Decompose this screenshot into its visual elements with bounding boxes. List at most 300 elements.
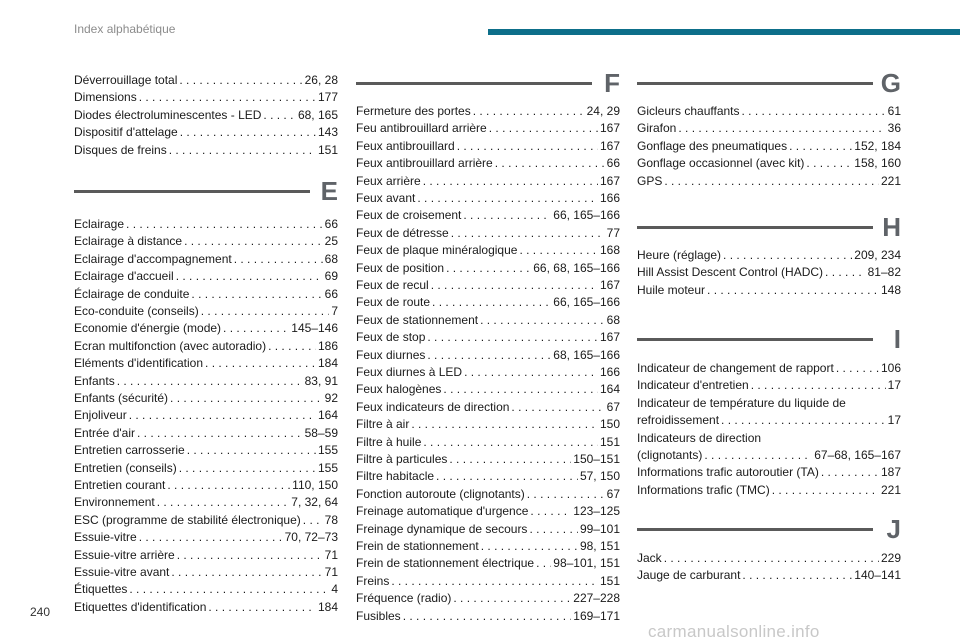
index-entry-term: Feux de stop xyxy=(356,330,426,345)
dot-leader xyxy=(184,233,323,250)
dot-leader xyxy=(129,407,316,424)
index-entry xyxy=(356,573,620,590)
index-entry-term: Fermeture des portes xyxy=(356,104,471,118)
index-entry-term: Ecran multifonction (avec autoradio) xyxy=(74,338,267,353)
index-entry xyxy=(356,468,620,485)
dot-leader xyxy=(519,242,598,259)
index-entry xyxy=(74,425,338,442)
dot-leader xyxy=(742,567,852,584)
index-entry-term: Feux halogènes xyxy=(356,382,442,397)
index-entry xyxy=(74,494,338,511)
section-letter: F xyxy=(604,68,620,98)
index-entry xyxy=(637,155,901,172)
dot-leader xyxy=(825,264,866,281)
index-entry-pages: 229 xyxy=(880,551,901,565)
dot-leader xyxy=(169,142,316,159)
index-entry-pages: 140–141 xyxy=(854,568,901,583)
index-entry-pages: 92 xyxy=(324,391,338,405)
index-entry-pages: 81–82 xyxy=(867,265,901,280)
dot-leader xyxy=(139,529,283,546)
index-entry xyxy=(74,216,338,233)
index-entry-term: Feux de stationnement xyxy=(356,312,479,327)
header-accent-bar xyxy=(488,29,960,35)
index-entry-pages: 123–125 xyxy=(573,504,620,519)
index-entry-pages: 68 xyxy=(606,312,620,327)
dot-leader xyxy=(529,521,578,538)
index-entry-term: Freinage automatique d'urgence xyxy=(356,504,529,519)
index-entry xyxy=(356,173,620,190)
index-entry-pages: 150 xyxy=(599,417,620,432)
index-entry-term: Feux de détresse xyxy=(356,225,449,240)
index-entry-pages: 168 xyxy=(599,243,620,258)
section-letter: J xyxy=(886,514,901,544)
index-entry-term: Diodes électroluminescentes - LED xyxy=(74,107,262,122)
section-letter: E xyxy=(320,176,338,206)
index-entry xyxy=(74,233,338,250)
dot-leader xyxy=(126,216,323,233)
index-entry-pages: 169–171 xyxy=(573,608,620,623)
section-rule xyxy=(637,528,873,531)
dot-leader xyxy=(678,120,885,137)
index-entry-term: refroidissement xyxy=(637,413,720,428)
index-entry-term: Essuie-vitre avant xyxy=(74,565,170,579)
index-entry-term: Entretien courant xyxy=(74,478,166,492)
index-entry xyxy=(74,338,338,355)
index-entry-term: Feux avant xyxy=(356,191,416,205)
index-entry xyxy=(74,599,338,616)
dot-leader xyxy=(821,464,879,481)
index-entry xyxy=(637,464,901,481)
dot-leader xyxy=(137,425,303,442)
index-entry xyxy=(356,277,620,294)
index-entry-pages: 66, 165–166 xyxy=(553,295,620,310)
dot-leader xyxy=(391,573,598,590)
page-number: 240 xyxy=(30,605,51,619)
index-entry-pages: 36 xyxy=(887,121,901,136)
index-entry-term: Freinage dynamique de secours xyxy=(356,521,528,536)
index-entry xyxy=(356,120,620,137)
index-entry xyxy=(637,377,901,394)
index-entry-pages: 145–146 xyxy=(291,321,338,336)
index-entry-pages: 155 xyxy=(317,460,338,475)
index-entry-pages: 158, 160 xyxy=(854,156,901,171)
index-entry-term: Fréquence (radio) xyxy=(356,591,452,606)
index-entry-pages: 166 xyxy=(599,191,620,205)
index-entry xyxy=(637,430,901,447)
index-entry xyxy=(356,364,620,381)
index-entry-term: Informations trafic autoroutier (TA) xyxy=(637,465,819,480)
dot-leader xyxy=(117,373,303,390)
index-entry-term: Indicateur de changement de rapport xyxy=(637,361,834,375)
index-entry-pages: 227–228 xyxy=(573,591,620,606)
dot-leader xyxy=(223,320,289,337)
dot-leader xyxy=(446,260,531,277)
dot-leader xyxy=(179,72,302,89)
dot-leader xyxy=(530,503,571,520)
index-entry-term: Dispositif d'attelage xyxy=(74,125,178,140)
index-entry-term: Fonction autoroute (clignotants) xyxy=(356,486,525,501)
index-entry xyxy=(74,407,338,424)
index-entry-pages: 110, 150 xyxy=(292,478,338,492)
dot-leader xyxy=(449,451,571,468)
index-entry-pages: 71 xyxy=(324,547,338,562)
index-entry xyxy=(637,550,901,567)
index-entry xyxy=(74,268,338,285)
index-entry-term: Entretien (conseils) xyxy=(74,460,177,475)
dot-leader xyxy=(664,550,879,567)
section-rule xyxy=(637,82,873,85)
index-entry-pages: 66, 165–166 xyxy=(553,208,620,223)
dot-leader xyxy=(527,486,605,503)
dot-leader xyxy=(427,329,598,346)
index-entry-pages: 167 xyxy=(599,138,620,153)
index-entry xyxy=(74,529,338,546)
index-entry-term: Jauge de carburant xyxy=(637,568,741,583)
dot-leader xyxy=(789,138,852,155)
index-entry-term: Dimensions xyxy=(74,90,137,105)
dot-leader xyxy=(403,608,572,625)
index-entry-pages: 68 xyxy=(324,251,338,266)
index-entry-term: Eclairage d'accueil xyxy=(74,269,174,284)
index-entry xyxy=(356,138,620,155)
index-entry xyxy=(356,155,620,172)
index-entry xyxy=(637,264,901,281)
index-entry-pages: 78 xyxy=(324,512,338,527)
index-entry xyxy=(74,460,338,477)
index-entry xyxy=(356,294,620,311)
index-entry-pages: 58–59 xyxy=(304,425,338,440)
index-entry-pages: 186 xyxy=(317,338,338,353)
index-entry xyxy=(74,373,338,390)
dot-leader xyxy=(263,107,296,124)
index-entry xyxy=(356,103,620,120)
dot-leader xyxy=(463,207,551,224)
section-rule xyxy=(637,226,873,229)
index-entry-pages: 184 xyxy=(317,356,338,371)
index-entry-pages: 209, 234 xyxy=(854,248,901,262)
dot-leader xyxy=(191,286,322,303)
index-entry-pages: 70, 72–73 xyxy=(284,530,338,545)
index-entry-pages: 148 xyxy=(880,282,901,297)
dot-leader xyxy=(139,89,316,106)
index-entry xyxy=(356,225,620,242)
index-entry xyxy=(74,303,338,320)
index-entry-pages: 164 xyxy=(599,382,620,397)
watermark: carmanualsonline.info xyxy=(648,622,820,641)
dot-leader xyxy=(268,338,316,355)
dot-leader xyxy=(473,103,585,120)
index-entry-term: Entretien carrosserie xyxy=(74,443,185,458)
index-entry xyxy=(74,512,338,529)
index-entry-pages: 167 xyxy=(599,330,620,345)
index-entry-pages: 98–101, 151 xyxy=(553,556,620,571)
index-entry-pages: 66 xyxy=(324,286,338,301)
section-rule xyxy=(74,190,310,193)
index-entry-term: Huile moteur xyxy=(637,282,706,297)
dot-leader xyxy=(489,120,598,137)
index-entry-term: Filtre à air xyxy=(356,417,410,432)
dot-leader xyxy=(423,173,598,190)
dot-leader xyxy=(187,442,316,459)
index-entry-pages: 167 xyxy=(599,278,620,292)
index-entry-term: Étiquettes xyxy=(74,582,128,597)
dot-leader xyxy=(772,482,879,499)
index-entry-pages: 151 xyxy=(599,434,620,449)
index-entry-term: Gonflage des pneumatiques xyxy=(637,138,788,153)
index-entry-term: Indicateur de température du liquide de xyxy=(637,395,846,410)
index-entry-pages: 57, 150 xyxy=(579,469,620,484)
dot-leader xyxy=(704,447,812,464)
index-entry xyxy=(74,442,338,459)
dot-leader xyxy=(177,547,323,564)
index-entry xyxy=(356,416,620,433)
section-header xyxy=(637,68,901,98)
index-entry-term: Éclairage de conduite xyxy=(74,286,190,301)
dot-leader xyxy=(751,377,886,394)
index-entry-term: Girafon xyxy=(637,121,677,136)
index-entry-term: Feux diurnes à LED xyxy=(356,365,463,379)
index-entry xyxy=(637,282,901,299)
index-entry xyxy=(356,381,620,398)
index-entry-term: Feux de route xyxy=(356,295,431,310)
index-entry-term: Jack xyxy=(637,551,662,565)
index-entry-pages: 69 xyxy=(324,269,338,284)
index-entry-pages: 24, 29 xyxy=(586,104,620,118)
index-entry xyxy=(74,142,338,159)
index-entry xyxy=(356,260,620,277)
index-entry-pages: 66, 68, 165–166 xyxy=(533,260,620,275)
dot-leader xyxy=(234,251,323,268)
index-entry-pages: 67 xyxy=(606,399,620,414)
index-entry-pages: 17 xyxy=(887,378,901,393)
index-entry-term: Indicateur d'entretien xyxy=(637,378,749,393)
index-entry-pages: 151 xyxy=(599,573,620,588)
index-entry-pages: 152, 184 xyxy=(854,138,901,153)
index-entry xyxy=(356,486,620,503)
dot-leader xyxy=(208,599,316,616)
index-entry-pages: 67 xyxy=(606,486,620,501)
index-entry-term: Essuie-vitre arrière xyxy=(74,547,175,562)
index-entry-term: Eclairage d'accompagnement xyxy=(74,251,232,266)
index-entry-term: Eléments d'identification xyxy=(74,356,204,371)
index-entry xyxy=(637,247,901,264)
index-entry xyxy=(356,329,620,346)
dot-leader xyxy=(453,590,571,607)
dot-leader xyxy=(495,155,605,172)
dot-leader xyxy=(205,355,316,372)
index-entry-pages: 155 xyxy=(317,443,338,458)
dot-leader xyxy=(664,173,879,190)
index-entry-term: Eco-conduite (conseils) xyxy=(74,304,199,318)
index-entry-pages: 143 xyxy=(317,125,338,140)
section-header xyxy=(637,514,901,544)
index-entry-pages: 4 xyxy=(331,582,338,597)
dot-leader xyxy=(170,390,323,407)
index-entry-pages: 106 xyxy=(880,361,901,375)
index-entry xyxy=(74,547,338,564)
dot-leader xyxy=(201,303,330,320)
index-entry xyxy=(356,207,620,224)
index-entry-pages: 150–151 xyxy=(573,452,620,466)
index-entry xyxy=(637,360,901,377)
dot-leader xyxy=(129,581,329,598)
index-entry xyxy=(356,399,620,416)
index-entry xyxy=(637,395,901,412)
index-entry-term: Frein de stationnement électrique xyxy=(356,556,535,571)
index-entry xyxy=(74,320,338,337)
index-entry-term: Essuie-vitre xyxy=(74,530,137,545)
dot-leader xyxy=(806,155,852,172)
dot-leader xyxy=(451,225,605,242)
section-rule xyxy=(637,338,873,341)
index-entry-term: Hill Assist Descent Control (HADC) xyxy=(637,265,824,280)
index-entry-pages: 68, 165 xyxy=(297,107,338,122)
index-entry xyxy=(74,390,338,407)
index-entry xyxy=(637,482,901,499)
dot-leader xyxy=(436,468,578,485)
index-entry-term: Feux de position xyxy=(356,260,445,275)
index-entry-pages: 98, 151 xyxy=(579,539,620,553)
dot-leader xyxy=(171,564,322,581)
index-entry xyxy=(74,251,338,268)
index-entry-term: Enfants xyxy=(74,373,115,388)
index-entry xyxy=(637,120,901,137)
dot-leader xyxy=(180,124,316,141)
section-rule xyxy=(356,82,592,85)
index-entry xyxy=(356,242,620,259)
index-entry xyxy=(637,447,901,464)
index-entry-pages: 164 xyxy=(317,408,338,423)
section-header xyxy=(637,212,901,242)
index-entry xyxy=(356,451,620,468)
index-entry-term: Filtre habitacle xyxy=(356,469,435,484)
dot-leader xyxy=(417,190,598,207)
dot-leader xyxy=(157,494,290,511)
index-entry xyxy=(356,434,620,451)
index-entry xyxy=(356,538,620,555)
index-entry-term: Feu antibrouillard arrière xyxy=(356,121,487,136)
dot-leader xyxy=(432,294,551,311)
index-entry-pages: 26, 28 xyxy=(304,73,338,87)
index-entry xyxy=(74,355,338,372)
index-entry xyxy=(74,286,338,303)
index-entry xyxy=(74,564,338,581)
index-entry xyxy=(637,412,901,429)
index-entry xyxy=(637,103,901,120)
index-entry-term: Environnement xyxy=(74,495,155,510)
index-entry-term: GPS xyxy=(637,173,663,188)
dot-leader xyxy=(303,512,323,529)
index-entry-term: Feux de plaque minéralogique xyxy=(356,243,518,258)
dot-leader xyxy=(707,282,879,299)
dot-leader xyxy=(431,277,598,294)
dot-leader xyxy=(511,399,604,416)
index-entry-term: ESC (programme de stabilité électronique) xyxy=(74,512,301,527)
index-entry-pages: 83, 91 xyxy=(304,373,338,388)
dot-leader xyxy=(464,364,598,381)
section-header xyxy=(74,176,338,206)
index-entry-term: Feux arrière xyxy=(356,173,421,188)
index-entry-term: Entrée d'air xyxy=(74,425,135,440)
index-entry xyxy=(74,124,338,141)
index-entry-term: Gonflage occasionnel (avec kit) xyxy=(637,156,805,171)
index-entry xyxy=(356,555,620,572)
index-entry-pages: 68, 165–166 xyxy=(553,347,620,362)
index-entry-pages: 151 xyxy=(317,142,338,157)
index-entry xyxy=(74,107,338,124)
index-entry-term: Feux indicateurs de direction xyxy=(356,399,510,414)
index-entry-term: Enfants (sécurité) xyxy=(74,391,169,405)
index-entry-pages: 167 xyxy=(599,121,620,136)
index-entry xyxy=(637,567,901,584)
index-entry-term: Disques de freins xyxy=(74,142,167,157)
section-header xyxy=(637,324,901,354)
index-entry xyxy=(74,477,338,494)
index-entry xyxy=(356,590,620,607)
index-entry xyxy=(356,521,620,538)
dot-leader xyxy=(443,381,598,398)
dot-leader xyxy=(176,268,323,285)
index-entry xyxy=(356,190,620,207)
index-entry xyxy=(74,72,338,89)
index-entry-term: Etiquettes d'identification xyxy=(74,599,207,614)
index-entry-pages: 77 xyxy=(606,225,620,240)
dot-leader xyxy=(411,416,598,433)
index-entry-pages: 61 xyxy=(887,104,901,118)
index-entry-pages: 99–101 xyxy=(579,521,620,536)
index-entry-term: Filtre à huile xyxy=(356,434,422,449)
index-entry xyxy=(356,608,620,625)
dot-leader xyxy=(723,247,852,264)
section-letter: H xyxy=(882,212,901,242)
index-entry-term: Informations trafic (TMC) xyxy=(637,482,770,497)
dot-leader xyxy=(167,477,290,494)
index-entry-term: Enjoliveur xyxy=(74,408,127,423)
section-letter: I xyxy=(893,324,901,354)
index-entry-pages: 167 xyxy=(599,173,620,188)
index-entry-term: Frein de stationnement xyxy=(356,539,479,553)
dot-leader xyxy=(480,312,605,329)
index-entry-pages: 66 xyxy=(324,217,338,231)
index-entry-pages: 67–68, 165–167 xyxy=(814,448,901,462)
section-letter: G xyxy=(880,68,901,98)
index-entry-pages: 166 xyxy=(599,365,620,379)
index-entry-term: Feux de recul xyxy=(356,278,429,292)
index-entry xyxy=(74,89,338,106)
index-entry-term: Feux antibrouillard xyxy=(356,138,455,153)
index-entry-term: Indicateurs de direction xyxy=(637,430,762,445)
dot-leader xyxy=(536,555,551,572)
index-entry-term: Gicleurs chauffants xyxy=(637,104,740,118)
index-entry-pages: 177 xyxy=(317,90,338,105)
index-entry-term: Eclairage xyxy=(74,217,125,231)
index-entry-term: Déverrouillage total xyxy=(74,73,178,87)
dot-leader xyxy=(481,538,578,555)
index-entry-pages: 187 xyxy=(880,465,901,480)
index-entry xyxy=(356,347,620,364)
index-entry-term: (clignotants) xyxy=(637,448,703,462)
index-entry-term: Freins xyxy=(356,573,390,588)
index-entry-term: Filtre à particules xyxy=(356,452,448,466)
index-entry-term: Feux diurnes xyxy=(356,347,426,362)
index-entry xyxy=(637,138,901,155)
section-header xyxy=(356,68,620,98)
index-entry-term: Fusibles xyxy=(356,608,401,623)
index-entry-pages: 71 xyxy=(324,565,338,579)
index-entry-pages: 25 xyxy=(324,234,338,249)
index-entry-pages: 221 xyxy=(880,482,901,497)
index-entry xyxy=(356,503,620,520)
